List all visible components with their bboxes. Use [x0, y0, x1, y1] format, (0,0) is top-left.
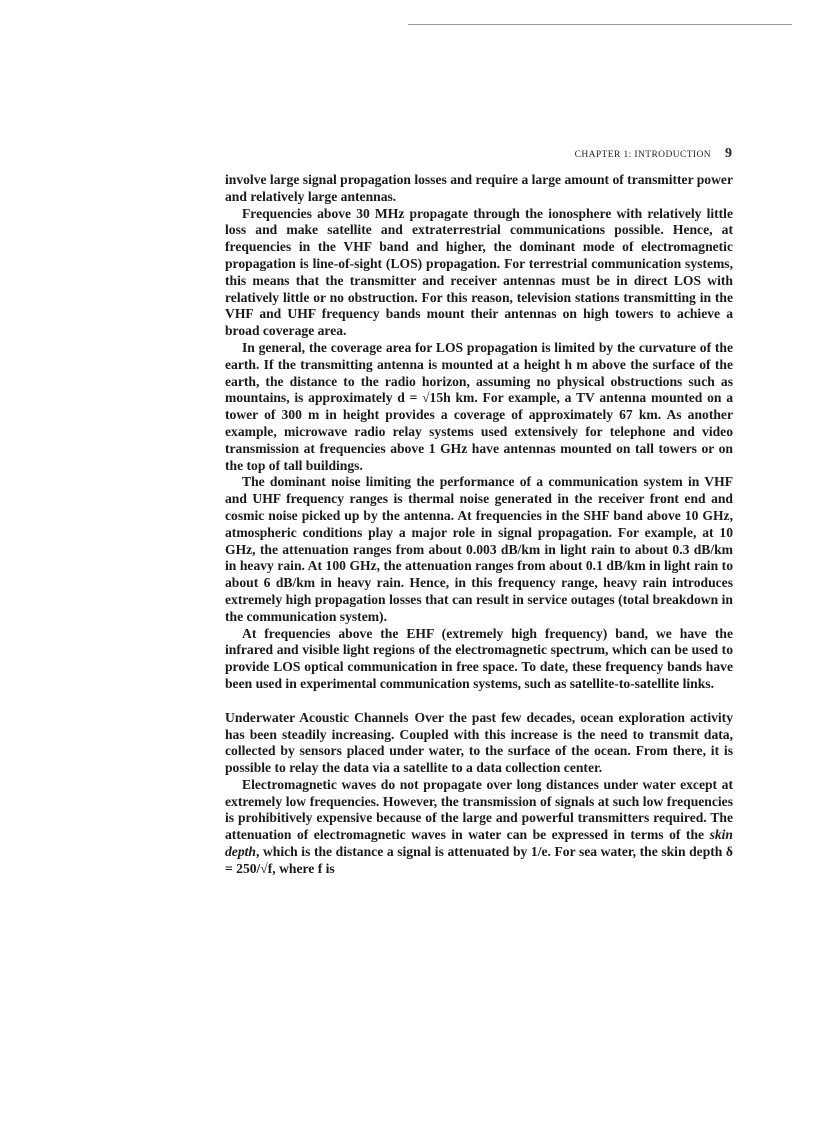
- page-number: 9: [725, 146, 732, 161]
- section-lead-text: Over the past few decades, ocean exploration activity has been steadily increasing. Coupled with this increase is the need to transmit data, collected by sensors placed under water, to the surface of the ocean. From there, it is possible to relay the data via a satellite to a data collection center.: [225, 709, 733, 776]
- top-rule: [408, 24, 792, 25]
- emphasis-term: skin depth: [225, 827, 733, 860]
- body-text: [225, 172, 733, 878]
- paragraph-text: , which is the distance a signal is attenuated by 1/e. For sea water, the skin depth δ = 250/√f, where f is: [225, 844, 733, 876]
- paragraph: In general, the coverage area for LOS propagation is limited by the curvature of the earth. If the transmitting antenna is mounted at a height h m above the surface of the earth, the distance to the radio horizon, assuming no physical obstructions such as mountains, is approximately d = √15h km. For example, a TV antenna mounted on a tower of 300 m in height provides a coverage of approximately 67 km. As another example, microwave radio relay systems used extensively for telephone and video transmission at frequencies above 1 GHz have antennas mounted on tall towers or on the top of tall buildings.: [225, 339, 733, 473]
- paragraph: involve large signal propagation losses and require a large amount of transmitter power and relatively large antennas.: [225, 172, 733, 204]
- running-head: [575, 146, 732, 162]
- paragraph: At frequencies above the EHF (extremely high frequency) band, we have the infrared and visible light regions of the electromagnetic spectrum, which can be used to provide LOS optical communication in free space. To date, these frequency bands have been used in experimental communication systems, such as satellite-to-satellite links.: [225, 625, 733, 691]
- section-paragraph: [225, 710, 733, 777]
- paragraph: [225, 777, 733, 878]
- paragraph-text: Electromagnetic waves do not propagate over long distances under water except at extremely low frequencies. However, the transmission of signals at such low frequencies is prohibitively expensive because of the large and powerful transmitters required. The attenuation of electromagnetic waves in water can be expressed in terms of the: [225, 776, 733, 843]
- paragraph: The dominant noise limiting the performance of a communication system in VHF and UHF frequency ranges is thermal noise generated in the receiver front end and cosmic noise picked up by the antenna. At frequencies in the SHF band above 10 GHz, atmospheric conditions play a major role in signal propagation. For example, at 10 GHz, the attenuation ranges from about 0.003 dB/km in light rain to about 0.3 dB/km in heavy rain. At 100 GHz, the attenuation ranges from about 0.1 dB/km in light rain to about 6 dB/km in heavy rain. Hence, in this frequency range, heavy rain introduces extremely high propagation losses that can result in service outages (total breakdown in the communication system).: [225, 474, 733, 624]
- paragraph: Frequencies above 30 MHz propagate through the ionosphere with relatively little loss and make satellite and extraterrestrial communications possible. Hence, at frequencies in the VHF band and higher, the dominant mode of electromagnetic propagation is line-of-sight (LOS) propagation. For terrestrial communication systems, this means that the transmitter and receiver antennas must be in direct LOS with relatively little or no obstruction. For this reason, television stations transmitting in the VHF and UHF frequency bands mount their antennas on high towers to achieve a broad coverage area.: [225, 205, 733, 339]
- running-title: CHAPTER 1: INTRODUCTION: [574, 150, 711, 160]
- section-heading: Underwater Acoustic Channels: [225, 709, 409, 725]
